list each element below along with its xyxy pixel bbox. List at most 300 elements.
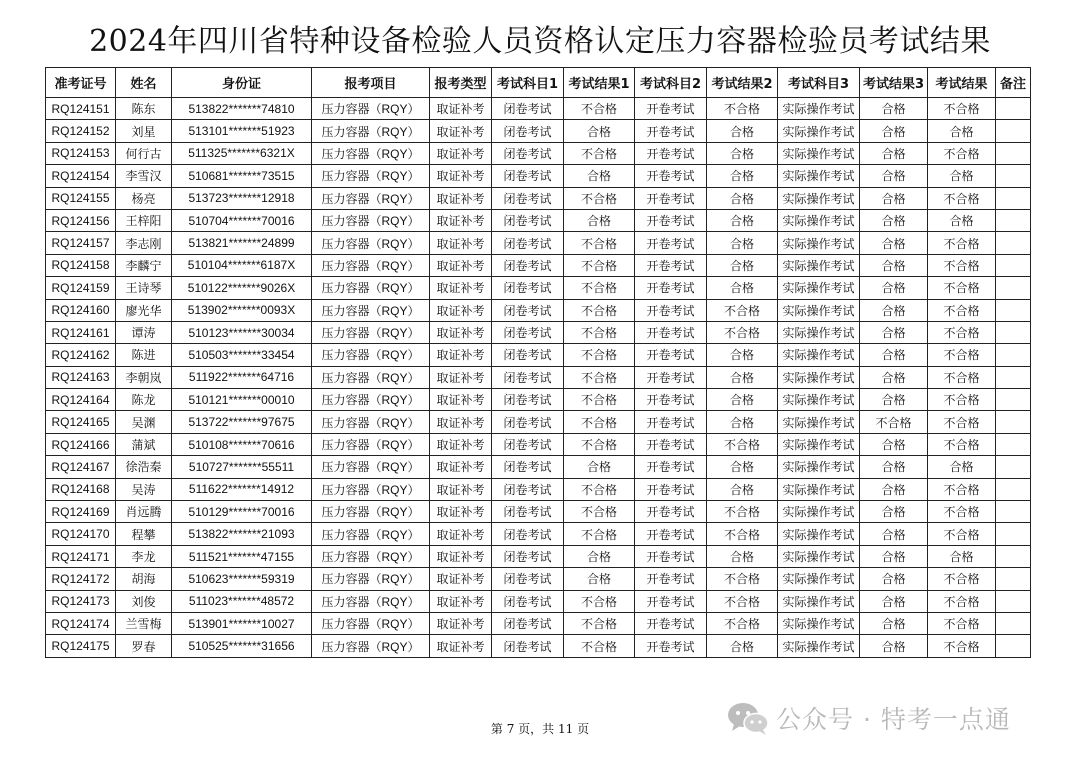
table-row [46, 568, 1031, 590]
cell-final-result: 不合格 [928, 568, 996, 590]
cell-result-1: 不合格 [564, 590, 635, 612]
cell-result-3: 合格 [860, 321, 928, 343]
cell-subject-2: 开卷考试 [635, 433, 707, 455]
cell-result-2: 合格 [707, 366, 778, 388]
cell-final-result: 不合格 [928, 433, 996, 455]
cell-subject-1: 闭卷考试 [492, 344, 564, 366]
cell-type: 取证补考 [430, 232, 492, 254]
table-row [46, 433, 1031, 455]
cell-type: 取证补考 [430, 411, 492, 433]
cell-result-3: 合格 [860, 142, 928, 164]
cell-remarks [996, 187, 1031, 209]
table-row [46, 478, 1031, 500]
cell-result-2: 合格 [707, 545, 778, 567]
cell-final-result: 不合格 [928, 321, 996, 343]
cell-result-1: 不合格 [564, 501, 635, 523]
cell-name: 陈龙 [116, 389, 172, 411]
cell-type: 取证补考 [430, 254, 492, 276]
header-final-result: 考试结果 [928, 68, 996, 98]
cell-result-1: 不合格 [564, 389, 635, 411]
watermark [726, 700, 1011, 736]
cell-exam-number: RQ124164 [46, 389, 116, 411]
cell-final-result: 合格 [928, 165, 996, 187]
cell-subject-2: 开卷考试 [635, 321, 707, 343]
cell-type: 取证补考 [430, 209, 492, 231]
table-row [46, 299, 1031, 321]
cell-exam-number: RQ124163 [46, 366, 116, 388]
cell-type: 取证补考 [430, 187, 492, 209]
cell-name: 蒲斌 [116, 433, 172, 455]
cell-remarks [996, 478, 1031, 500]
cell-subject-1: 闭卷考试 [492, 568, 564, 590]
cell-result-2: 合格 [707, 389, 778, 411]
cell-id-card: 511922*******64716 [172, 366, 312, 388]
cell-result-3: 合格 [860, 545, 928, 567]
cell-type: 取证补考 [430, 456, 492, 478]
cell-result-3: 合格 [860, 120, 928, 142]
cell-result-3: 合格 [860, 209, 928, 231]
cell-subject-3: 实际操作考试 [778, 232, 860, 254]
cell-result-2: 合格 [707, 277, 778, 299]
cell-result-1: 不合格 [564, 142, 635, 164]
cell-subject-1: 闭卷考试 [492, 165, 564, 187]
cell-subject-1: 闭卷考试 [492, 590, 564, 612]
cell-name: 廖光华 [116, 299, 172, 321]
table-row [46, 120, 1031, 142]
header-result-2: 考试结果2 [707, 68, 778, 98]
cell-subject-2: 开卷考试 [635, 209, 707, 231]
cell-exam-number: RQ124161 [46, 321, 116, 343]
header-subject-3: 考试科目3 [778, 68, 860, 98]
cell-subject-3: 实际操作考试 [778, 142, 860, 164]
cell-exam-number: RQ124159 [46, 277, 116, 299]
cell-project: 压力容器（RQY） [312, 635, 430, 657]
cell-result-1: 不合格 [564, 478, 635, 500]
cell-subject-2: 开卷考试 [635, 545, 707, 567]
cell-result-2: 不合格 [707, 98, 778, 120]
cell-remarks [996, 590, 1031, 612]
cell-result-3: 合格 [860, 277, 928, 299]
cell-subject-1: 闭卷考试 [492, 277, 564, 299]
cell-exam-number: RQ124175 [46, 635, 116, 657]
cell-subject-3: 实际操作考试 [778, 389, 860, 411]
cell-final-result: 不合格 [928, 299, 996, 321]
cell-exam-number: RQ124169 [46, 501, 116, 523]
watermark-text: 公众号 · 特考一点通 [776, 705, 1011, 734]
cell-type: 取证补考 [430, 568, 492, 590]
cell-result-1: 不合格 [564, 411, 635, 433]
cell-id-card: 510122*******9026X [172, 277, 312, 299]
cell-remarks [996, 209, 1031, 231]
cell-project: 压力容器（RQY） [312, 433, 430, 455]
cell-name: 陈东 [116, 98, 172, 120]
cell-project: 压力容器（RQY） [312, 411, 430, 433]
cell-name: 徐浩秦 [116, 456, 172, 478]
cell-final-result: 不合格 [928, 389, 996, 411]
cell-result-1: 合格 [564, 209, 635, 231]
cell-name: 王梓阳 [116, 209, 172, 231]
cell-name: 胡海 [116, 568, 172, 590]
cell-result-1: 合格 [564, 545, 635, 567]
cell-project: 压力容器（RQY） [312, 232, 430, 254]
results-table [45, 67, 1031, 658]
cell-type: 取证补考 [430, 120, 492, 142]
cell-subject-2: 开卷考试 [635, 299, 707, 321]
cell-subject-2: 开卷考试 [635, 142, 707, 164]
cell-exam-number: RQ124158 [46, 254, 116, 276]
cell-id-card: 510121*******00010 [172, 389, 312, 411]
cell-subject-3: 实际操作考试 [778, 523, 860, 545]
cell-remarks [996, 366, 1031, 388]
cell-final-result: 不合格 [928, 411, 996, 433]
cell-project: 压力容器（RQY） [312, 523, 430, 545]
cell-result-3: 合格 [860, 433, 928, 455]
cell-result-3: 合格 [860, 165, 928, 187]
header-result-1: 考试结果1 [564, 68, 635, 98]
cell-remarks [996, 612, 1031, 634]
cell-name: 吴涛 [116, 478, 172, 500]
cell-remarks [996, 501, 1031, 523]
cell-id-card: 513902*******0093X [172, 299, 312, 321]
table-row [46, 590, 1031, 612]
cell-project: 压力容器（RQY） [312, 187, 430, 209]
cell-subject-3: 实际操作考试 [778, 299, 860, 321]
cell-subject-1: 闭卷考试 [492, 612, 564, 634]
cell-exam-number: RQ124153 [46, 142, 116, 164]
cell-final-result: 不合格 [928, 344, 996, 366]
cell-final-result: 不合格 [928, 523, 996, 545]
cell-project: 压力容器（RQY） [312, 321, 430, 343]
cell-subject-1: 闭卷考试 [492, 321, 564, 343]
cell-result-3: 合格 [860, 478, 928, 500]
page-number: 第 7 页，共 11 页 [490, 722, 590, 736]
cell-result-2: 合格 [707, 635, 778, 657]
cell-subject-3: 实际操作考试 [778, 321, 860, 343]
cell-subject-1: 闭卷考试 [492, 299, 564, 321]
cell-subject-3: 实际操作考试 [778, 456, 860, 478]
cell-exam-number: RQ124162 [46, 344, 116, 366]
cell-remarks [996, 433, 1031, 455]
cell-subject-2: 开卷考试 [635, 187, 707, 209]
table-body [46, 98, 1031, 658]
cell-exam-number: RQ124154 [46, 165, 116, 187]
cell-remarks [996, 635, 1031, 657]
cell-exam-number: RQ124151 [46, 98, 116, 120]
cell-result-2: 不合格 [707, 501, 778, 523]
cell-result-1: 不合格 [564, 321, 635, 343]
cell-result-2: 合格 [707, 411, 778, 433]
cell-project: 压力容器（RQY） [312, 209, 430, 231]
cell-remarks [996, 98, 1031, 120]
cell-final-result: 不合格 [928, 478, 996, 500]
cell-id-card: 513101*******51923 [172, 120, 312, 142]
cell-subject-2: 开卷考试 [635, 120, 707, 142]
cell-subject-1: 闭卷考试 [492, 209, 564, 231]
cell-final-result: 合格 [928, 456, 996, 478]
cell-type: 取证补考 [430, 433, 492, 455]
cell-final-result: 不合格 [928, 590, 996, 612]
cell-subject-1: 闭卷考试 [492, 389, 564, 411]
cell-result-2: 合格 [707, 165, 778, 187]
cell-subject-1: 闭卷考试 [492, 411, 564, 433]
cell-result-1: 不合格 [564, 254, 635, 276]
cell-project: 压力容器（RQY） [312, 120, 430, 142]
header-name: 姓名 [116, 68, 172, 98]
table-row [46, 254, 1031, 276]
cell-remarks [996, 142, 1031, 164]
header-exam-number: 准考证号 [46, 68, 116, 98]
table-row [46, 456, 1031, 478]
cell-project: 压力容器（RQY） [312, 590, 430, 612]
cell-id-card: 510727*******55511 [172, 456, 312, 478]
cell-name: 李雪汉 [116, 165, 172, 187]
cell-project: 压力容器（RQY） [312, 612, 430, 634]
cell-name: 刘俊 [116, 590, 172, 612]
cell-final-result: 不合格 [928, 277, 996, 299]
cell-id-card: 510704*******70016 [172, 209, 312, 231]
cell-exam-number: RQ124173 [46, 590, 116, 612]
table-row [46, 98, 1031, 120]
cell-name: 刘星 [116, 120, 172, 142]
cell-id-card: 510525*******31656 [172, 635, 312, 657]
cell-subject-3: 实际操作考试 [778, 568, 860, 590]
cell-type: 取证补考 [430, 612, 492, 634]
cell-result-3: 合格 [860, 98, 928, 120]
cell-subject-3: 实际操作考试 [778, 254, 860, 276]
cell-result-3: 合格 [860, 590, 928, 612]
cell-subject-3: 实际操作考试 [778, 120, 860, 142]
cell-type: 取证补考 [430, 142, 492, 164]
cell-result-1: 合格 [564, 120, 635, 142]
cell-id-card: 511023*******48572 [172, 590, 312, 612]
cell-id-card: 511622*******14912 [172, 478, 312, 500]
cell-project: 压力容器（RQY） [312, 366, 430, 388]
cell-subject-2: 开卷考试 [635, 590, 707, 612]
cell-id-card: 510104*******6187X [172, 254, 312, 276]
cell-id-card: 510623*******59319 [172, 568, 312, 590]
cell-name: 吴渊 [116, 411, 172, 433]
cell-result-1: 不合格 [564, 98, 635, 120]
cell-name: 谭涛 [116, 321, 172, 343]
cell-subject-2: 开卷考试 [635, 389, 707, 411]
table-row [46, 501, 1031, 523]
cell-final-result: 不合格 [928, 366, 996, 388]
cell-final-result: 不合格 [928, 254, 996, 276]
cell-subject-3: 实际操作考试 [778, 366, 860, 388]
header-project: 报考项目 [312, 68, 430, 98]
cell-subject-3: 实际操作考试 [778, 545, 860, 567]
cell-result-3: 合格 [860, 187, 928, 209]
cell-subject-2: 开卷考试 [635, 523, 707, 545]
cell-subject-3: 实际操作考试 [778, 478, 860, 500]
cell-final-result: 不合格 [928, 501, 996, 523]
cell-result-3: 合格 [860, 635, 928, 657]
cell-remarks [996, 165, 1031, 187]
cell-result-1: 不合格 [564, 232, 635, 254]
cell-project: 压力容器（RQY） [312, 98, 430, 120]
header-id-card: 身份证 [172, 68, 312, 98]
cell-project: 压力容器（RQY） [312, 501, 430, 523]
cell-result-3: 合格 [860, 344, 928, 366]
cell-name: 何行古 [116, 142, 172, 164]
cell-subject-3: 实际操作考试 [778, 501, 860, 523]
table-row [46, 165, 1031, 187]
table-row [46, 232, 1031, 254]
cell-subject-3: 实际操作考试 [778, 433, 860, 455]
cell-subject-1: 闭卷考试 [492, 232, 564, 254]
cell-subject-1: 闭卷考试 [492, 142, 564, 164]
cell-final-result: 不合格 [928, 612, 996, 634]
cell-exam-number: RQ124152 [46, 120, 116, 142]
cell-subject-3: 实际操作考试 [778, 344, 860, 366]
cell-final-result: 不合格 [928, 635, 996, 657]
cell-result-3: 合格 [860, 299, 928, 321]
cell-type: 取证补考 [430, 590, 492, 612]
table-row [46, 187, 1031, 209]
cell-project: 压力容器（RQY） [312, 456, 430, 478]
cell-result-3: 合格 [860, 366, 928, 388]
cell-id-card: 510503*******33454 [172, 344, 312, 366]
cell-name: 李志刚 [116, 232, 172, 254]
table-row [46, 411, 1031, 433]
cell-remarks [996, 232, 1031, 254]
cell-name: 陈进 [116, 344, 172, 366]
cell-result-3: 合格 [860, 501, 928, 523]
cell-result-2: 合格 [707, 254, 778, 276]
cell-result-1: 不合格 [564, 635, 635, 657]
cell-subject-1: 闭卷考试 [492, 478, 564, 500]
cell-type: 取证补考 [430, 545, 492, 567]
cell-result-2: 不合格 [707, 568, 778, 590]
cell-exam-number: RQ124171 [46, 545, 116, 567]
cell-project: 压力容器（RQY） [312, 389, 430, 411]
cell-result-2: 合格 [707, 120, 778, 142]
cell-subject-1: 闭卷考试 [492, 545, 564, 567]
cell-subject-3: 实际操作考试 [778, 411, 860, 433]
cell-project: 压力容器（RQY） [312, 344, 430, 366]
cell-result-3: 合格 [860, 389, 928, 411]
cell-subject-1: 闭卷考试 [492, 254, 564, 276]
cell-project: 压力容器（RQY） [312, 478, 430, 500]
table-row [46, 344, 1031, 366]
cell-type: 取证补考 [430, 98, 492, 120]
cell-subject-2: 开卷考试 [635, 344, 707, 366]
cell-exam-number: RQ124156 [46, 209, 116, 231]
cell-subject-1: 闭卷考试 [492, 98, 564, 120]
cell-project: 压力容器（RQY） [312, 568, 430, 590]
cell-exam-number: RQ124165 [46, 411, 116, 433]
cell-name: 罗春 [116, 635, 172, 657]
table-row [46, 389, 1031, 411]
cell-subject-3: 实际操作考试 [778, 98, 860, 120]
cell-subject-2: 开卷考试 [635, 277, 707, 299]
cell-project: 压力容器（RQY） [312, 277, 430, 299]
cell-result-1: 不合格 [564, 523, 635, 545]
header-result-3: 考试结果3 [860, 68, 928, 98]
cell-exam-number: RQ124174 [46, 612, 116, 634]
cell-name: 王诗琴 [116, 277, 172, 299]
cell-id-card: 513821*******24899 [172, 232, 312, 254]
cell-subject-2: 开卷考试 [635, 501, 707, 523]
cell-result-2: 不合格 [707, 612, 778, 634]
cell-result-1: 不合格 [564, 344, 635, 366]
cell-type: 取证补考 [430, 299, 492, 321]
header-subject-2: 考试科目2 [635, 68, 707, 98]
cell-type: 取证补考 [430, 165, 492, 187]
cell-subject-1: 闭卷考试 [492, 635, 564, 657]
cell-result-1: 不合格 [564, 277, 635, 299]
cell-subject-1: 闭卷考试 [492, 456, 564, 478]
cell-result-2: 不合格 [707, 433, 778, 455]
cell-project: 压力容器（RQY） [312, 142, 430, 164]
cell-subject-2: 开卷考试 [635, 165, 707, 187]
cell-final-result: 不合格 [928, 98, 996, 120]
cell-remarks [996, 411, 1031, 433]
cell-final-result: 不合格 [928, 187, 996, 209]
cell-result-2: 不合格 [707, 321, 778, 343]
table-row [46, 366, 1031, 388]
cell-result-3: 合格 [860, 232, 928, 254]
cell-id-card: 510108*******70616 [172, 433, 312, 455]
cell-subject-3: 实际操作考试 [778, 590, 860, 612]
cell-remarks [996, 545, 1031, 567]
cell-remarks [996, 299, 1031, 321]
cell-subject-3: 实际操作考试 [778, 277, 860, 299]
cell-exam-number: RQ124172 [46, 568, 116, 590]
cell-project: 压力容器（RQY） [312, 545, 430, 567]
cell-remarks [996, 568, 1031, 590]
cell-remarks [996, 120, 1031, 142]
cell-final-result: 不合格 [928, 142, 996, 164]
cell-type: 取证补考 [430, 366, 492, 388]
cell-subject-1: 闭卷考试 [492, 501, 564, 523]
cell-result-3: 不合格 [860, 411, 928, 433]
cell-exam-number: RQ124160 [46, 299, 116, 321]
cell-subject-2: 开卷考试 [635, 478, 707, 500]
table-row [46, 277, 1031, 299]
cell-project: 压力容器（RQY） [312, 254, 430, 276]
cell-result-2: 合格 [707, 478, 778, 500]
cell-name: 程攀 [116, 523, 172, 545]
cell-result-1: 合格 [564, 456, 635, 478]
cell-result-2: 不合格 [707, 523, 778, 545]
cell-result-2: 合格 [707, 456, 778, 478]
cell-result-3: 合格 [860, 523, 928, 545]
cell-exam-number: RQ124157 [46, 232, 116, 254]
cell-subject-2: 开卷考试 [635, 254, 707, 276]
cell-id-card: 510129*******70016 [172, 501, 312, 523]
cell-subject-2: 开卷考试 [635, 232, 707, 254]
cell-type: 取证补考 [430, 501, 492, 523]
cell-exam-number: RQ124167 [46, 456, 116, 478]
cell-subject-2: 开卷考试 [635, 411, 707, 433]
table-row [46, 612, 1031, 634]
cell-id-card: 513822*******21093 [172, 523, 312, 545]
cell-id-card: 511325*******6321X [172, 142, 312, 164]
cell-subject-3: 实际操作考试 [778, 635, 860, 657]
cell-remarks [996, 254, 1031, 276]
cell-result-1: 合格 [564, 568, 635, 590]
cell-result-1: 不合格 [564, 187, 635, 209]
cell-subject-2: 开卷考试 [635, 456, 707, 478]
header-remarks: 备注 [996, 68, 1031, 98]
cell-remarks [996, 389, 1031, 411]
cell-final-result: 合格 [928, 120, 996, 142]
cell-result-2: 不合格 [707, 299, 778, 321]
wechat-icon [726, 700, 770, 736]
cell-result-1: 不合格 [564, 433, 635, 455]
cell-name: 兰雪梅 [116, 612, 172, 634]
